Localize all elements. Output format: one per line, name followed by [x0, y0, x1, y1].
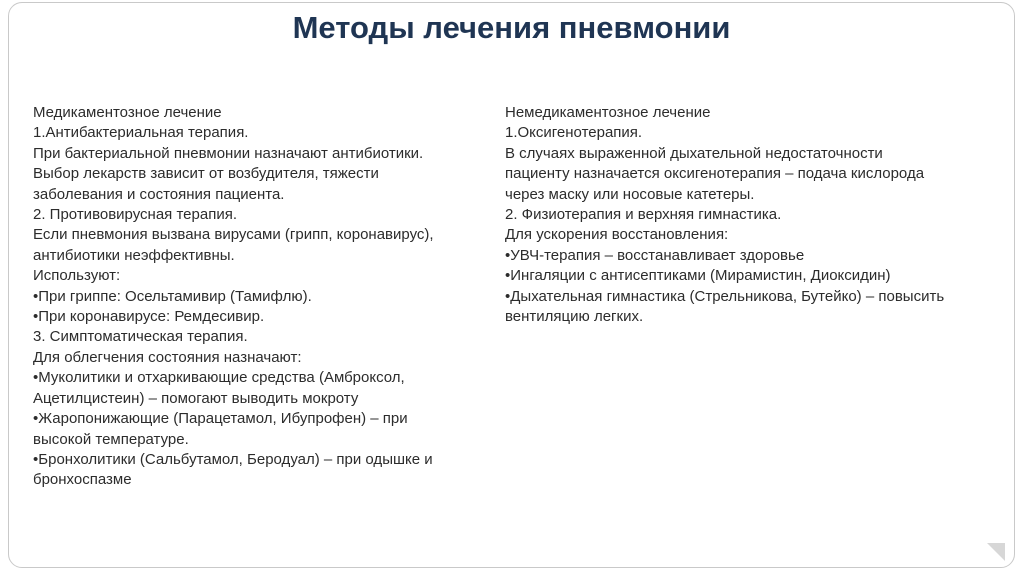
- right-line: Для ускорения восстановления:: [505, 226, 729, 244]
- right-column-non-medication-treatment: [505, 103, 1005, 327]
- page-curl-decoration: [987, 543, 1005, 561]
- right-line: через маску или носовые катетеры.: [505, 185, 755, 203]
- slide-title: Методы лечения пневмонии: [292, 10, 731, 45]
- left-line: •При коронавирусе: Ремдесивир.: [33, 308, 265, 326]
- left-line: Выбор лекарств зависит от возбудителя, тяжести: [33, 165, 379, 183]
- right-line: •УВЧ-терапия – восстанавливает здоровье: [505, 246, 805, 264]
- right-line: 2. Физиотерапия и верхняя гимнастика.: [505, 206, 782, 224]
- left-line: высокой температуре.: [33, 430, 189, 448]
- left-line: Если пневмония вызвана вирусами (грипп, коронавирус),: [33, 226, 434, 244]
- left-line: Медикаментозное лечение: [33, 104, 222, 121]
- slide-frame: [8, 2, 1015, 568]
- right-line: •Дыхательная гимнастика (Стрельникова, Бутейко) – повысить: [505, 287, 945, 305]
- right-line: Немедикаментозное лечение: [505, 104, 711, 121]
- left-line: •Бронхолитики (Сальбутамол, Беродуал) – при одышке и: [33, 450, 433, 468]
- left-line: Ацетилцистеин) – помогают выводить мокроту: [33, 389, 359, 407]
- left-line: Используют:: [33, 267, 121, 285]
- left-line: заболевания и состояния пациента.: [33, 185, 285, 203]
- left-line: 3. Симптоматическая терапия.: [33, 328, 248, 346]
- right-line: вентиляцию легких.: [505, 308, 644, 326]
- right-line: 1.Оксигенотерапия.: [505, 124, 643, 142]
- left-line: антибиотики неэффективны.: [33, 246, 235, 264]
- right-line: В случаях выраженной дыхательной недостаточности: [505, 144, 883, 162]
- left-line: При бактериальной пневмонии назначают антибиотики.: [33, 144, 424, 162]
- left-line: Для облегчения состояния назначают:: [33, 348, 302, 366]
- left-line: •Жаропонижающие (Парацетамол, Ибупрофен) – при: [33, 410, 408, 428]
- right-line: пациенту назначается оксигенотерапия – подача кислорода: [505, 165, 925, 183]
- left-line: 2. Противовирусная терапия.: [33, 206, 237, 224]
- left-line: 1.Антибактериальная терапия.: [33, 124, 249, 142]
- left-line: •При гриппе: Осельтамивир (Тамифлю).: [33, 287, 312, 305]
- right-line: •Ингаляции с антисептиками (Мирамистин, Диоксидин): [505, 267, 891, 285]
- left-column-medication-treatment: [33, 103, 503, 491]
- left-line: бронхоспазме: [33, 471, 132, 489]
- left-line: •Муколитики и отхаркивающие средства (Амброксол,: [33, 369, 405, 387]
